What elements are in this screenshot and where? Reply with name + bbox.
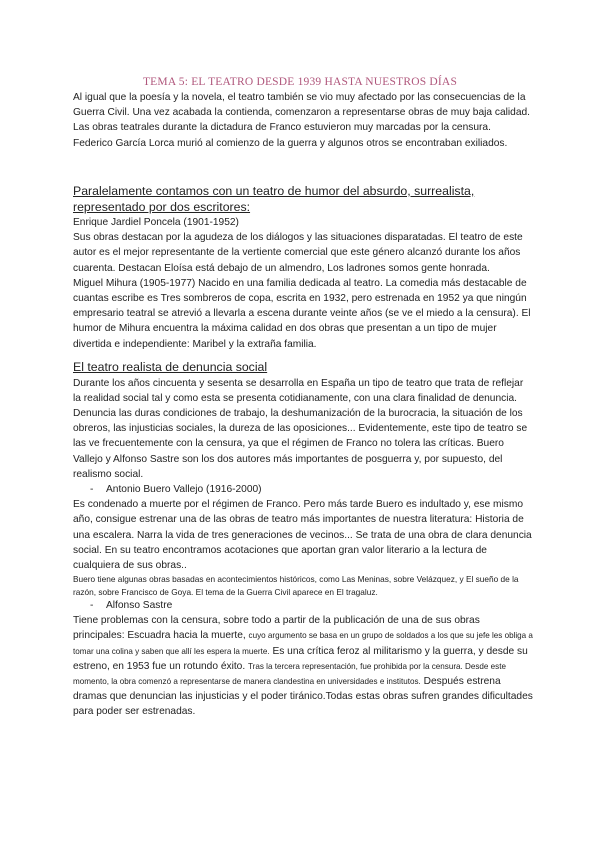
document-title: TEMA 5: EL TEATRO DESDE 1939 HASTA NUESTROS DÍAS — [142, 76, 458, 88]
sastre-text-2: Es una crítica feroz al militarismo y la guerra, y desde su estreno, en 1953 fue un rotundo éxito. — [73, 645, 528, 672]
buero-paragraph: Es condenado a muerte por el régimen de Franco. Pero más tarde Buero es indultado y, ese mismo año, consigue estrenar una de las obras de teatro más importantes de nuestra literatura: Historia de una escalera. Narra la vida de tres generaciones de vecinos... Se trata de una obra de clara denuncia social. En su teatro encontramos acotaciones que aportan gran valor literario a la lectura de cualquiera de sus obras.. — [73, 499, 532, 571]
jardiel-paragraph: Sus obras destacan por la agudeza de los diálogos y las situaciones disparatadas. El teatro de este autor es el mejor representante de la vertiente comercial que este género alcanzó durante los años cuarenta. Destacan Eloísa está debajo de un almendro, Los ladrones somos gente honrada. — [73, 232, 523, 274]
mihura-paragraph: Miguel Mihura (1905-1977) Nacido en una familia dedicada al teatro. La comedia más destacable de cuantas escribe es Tres sombreros de copa, escrita en 1932, pero estrenada en 1952 ya que ningún empresario teatral se atrevió a llevarla a escena durante veinte años (se ve el miedo a la censura). El humor de Mihura encuentra la máxima calidad en dos obras que presentan a un tipo de mujer divertida e independiente: Maribel y la extraña familia. — [73, 277, 531, 350]
sastre-text-1: Tiene problemas con la censura, sobre todo a partir de la publicación de una de sus obras principales: Escuadra hacia la muerte, — [73, 615, 480, 642]
realista-heading: El teatro realista de denuncia social — [73, 360, 268, 374]
humor-heading: Paralelamente contamos con un teatro de humor del absurdo, surrealista, representado por dos escritores: — [73, 184, 475, 214]
sastre-small-2: Tras la tercera representación, fue prohibida por la censura. Desde este momento, la obra comenzó a representarse de manera clandestina en universidades e institutos. — [73, 661, 506, 686]
realista-section — [73, 360, 533, 720]
intro-paragraph: Al igual que la poesía y la novela, el teatro también se vio muy afectado por las consecuencias de la Guerra Civil. Una vez acabada la contienda, comenzaron a representarse obras de muy baja calidad. Las obras teatrales durante la dictadura de Franco estuvieron muy marcadas por la censura. Federico García Lorca murió al comienzo de la guerra y algunos otros se encontraban exiliados. — [73, 92, 530, 149]
list-dash: - — [90, 483, 94, 495]
humor-section — [73, 184, 533, 352]
intro-section — [73, 90, 533, 151]
realista-paragraph: Durante los años cincuenta y sesenta se desarrolla en España un tipo de teatro que trata de reflejar la realidad social tal y como esta se presenta cotidianamente, con una clara finalidad de denuncia. Denuncia las duras condiciones de trabajo, la deshumanización de la burocracia, la situación de los obreros, las injusticias sociales, la dureza de las oposiciones... Evidentemente, este tipo de teatro se las ve frecuentemente con la censura, ya que el régimen de Franco no tolera las críticas. Buero Vallejo y Alfonso Sastre son los dos autores más importantes de posguerra y, por supuesto, del realismo social. — [73, 377, 528, 480]
buero-list-item — [73, 482, 533, 497]
sastre-text-3: Después estrena dramas que denuncian las injusticias y el poder tiránico.Todas estas obras sufren grandes dificultades para poder ser estrenadas. — [73, 675, 533, 718]
sastre-heading: Alfonso Sastre — [106, 599, 173, 611]
sastre-small-1: cuyo argumento se basa en un grupo de soldados a los que su jefe les obliga a tomar una colina y saben que allí les espera la muerte. — [73, 631, 533, 656]
list-dash: - — [90, 599, 94, 611]
buero-note: Buero tiene algunas obras basadas en acontecimientos históricos, como Las Meninas, sobre Velázquez, y El sueño de la razón, sobre Francisco de Goya. El tema de la Guerra Civil aparece en El tragaluz. — [73, 574, 519, 597]
jardiel-heading: Enrique Jardiel Poncela (1901-1952) — [73, 217, 239, 228]
buero-heading: Antonio Buero Vallejo (1916-2000) — [106, 483, 262, 495]
sastre-paragraph — [73, 613, 533, 719]
sastre-list-item — [73, 598, 533, 613]
